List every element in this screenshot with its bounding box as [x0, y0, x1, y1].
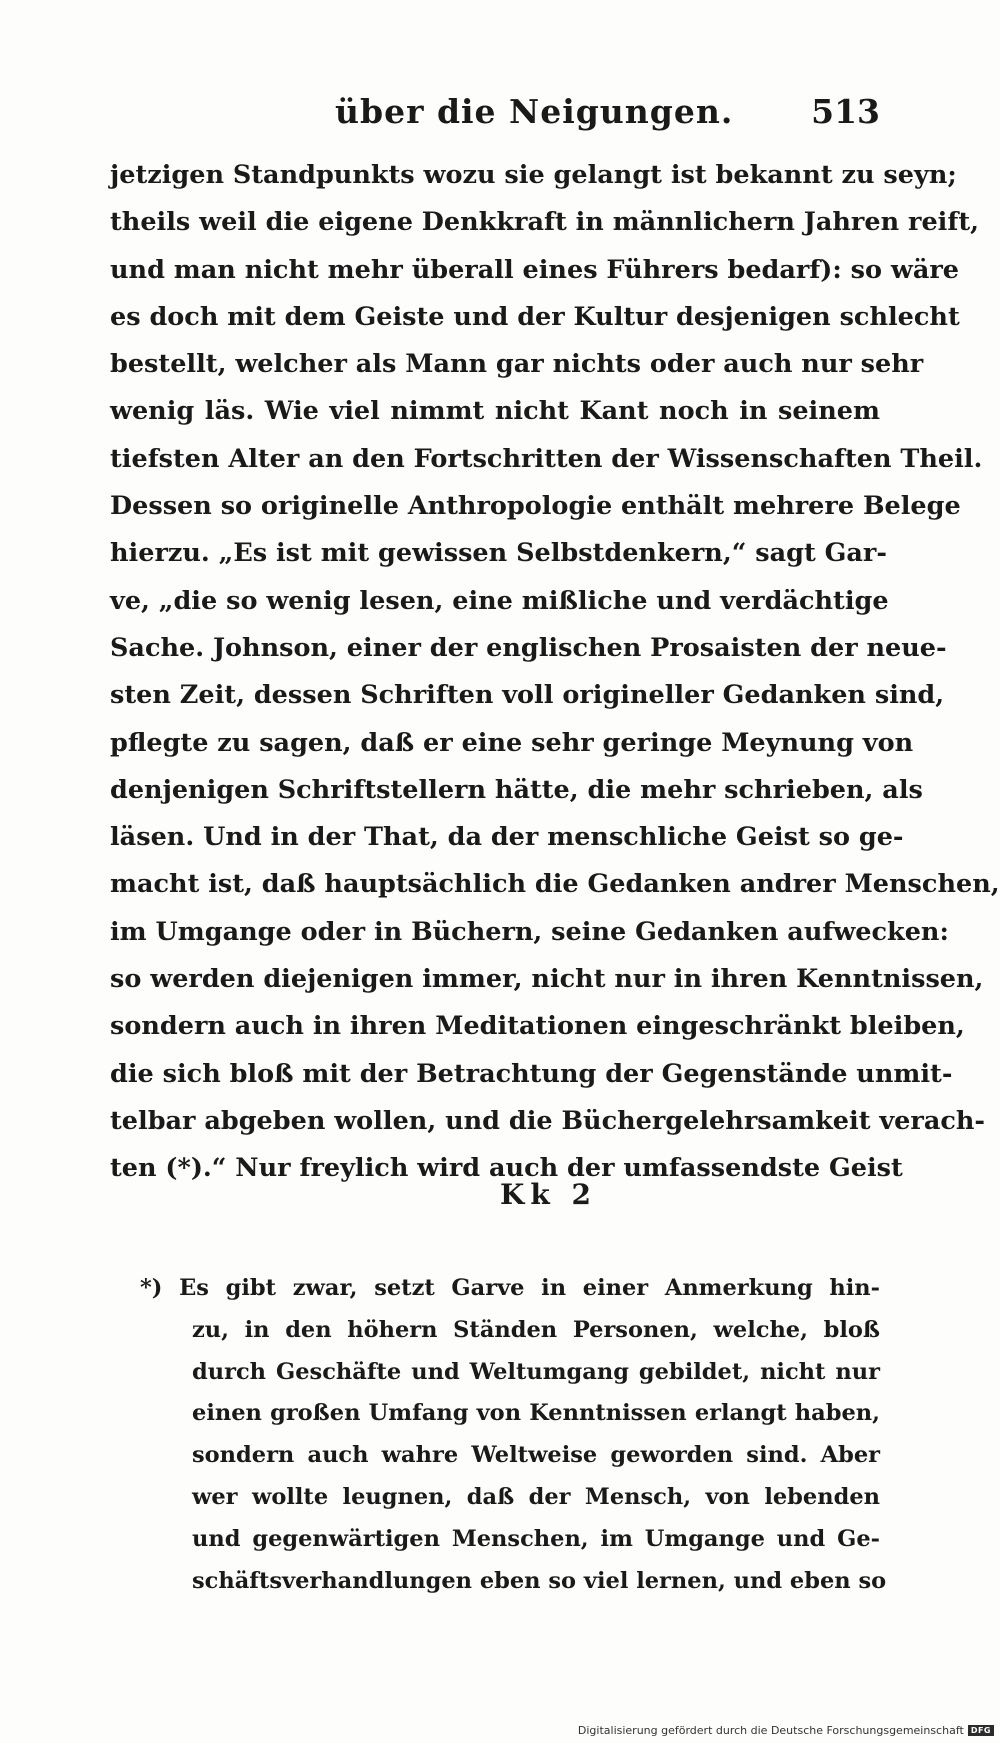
footnote [140, 1268, 887, 1602]
page-number: 513 [811, 92, 880, 131]
body-line: sondern auch in ihren Meditationen eingeschränkt bleiben, [110, 1011, 965, 1042]
body-line: es doch mit dem Geiste und der Kultur desjenigen schlecht [110, 301, 960, 332]
footnote-line: durch Geschäfte und Weltumgang gebildet, nicht nur [192, 1358, 880, 1385]
body-line: tiefsten Alter an den Fortschritten der Wissenschaften Theil. [110, 443, 983, 474]
footnote-line: zu, in den höhern Ständen Personen, welche, bloß [192, 1316, 880, 1343]
footnote-line: einen großen Umfang von Kenntnissen erlangt haben, [192, 1400, 880, 1427]
body-line: ve, „die so wenig lesen, eine mißliche und verdächtige [110, 585, 889, 616]
signature-mark: Kk 2 [500, 1178, 597, 1211]
body-line: hierzu. „Es ist mit gewissen Selbstdenkern,“ sagt Gar- [110, 538, 887, 569]
footnote-line: wer wollte leugnen, daß der Mensch, von lebenden [192, 1483, 880, 1510]
footnote-line: und gegenwärtigen Menschen, im Umgange und Ge- [192, 1525, 880, 1552]
body-line: ten (*).“ Nur freylich wird auch der umfassendste Geist [110, 1153, 903, 1184]
running-head [110, 92, 880, 142]
footnote-line: sondern auch wahre Weltweise geworden sind. Aber [192, 1442, 880, 1469]
footnote-line: schäftsverhandlungen eben so viel lernen, und eben so [192, 1567, 887, 1594]
body-line: im Umgange oder in Büchern, seine Gedanken aufwecken: [110, 916, 949, 947]
body-line: läsen. Und in der That, da der menschliche Geist so ge- [110, 822, 904, 853]
footnote-line: *) Es gibt zwar, setzt Garve in einer Anmerkung hin- [140, 1275, 880, 1301]
body-text [110, 152, 1000, 1193]
body-line: denjenigen Schriftstellern hätte, die mehr schrieben, als [110, 774, 923, 805]
body-line: jetzigen Standpunkts wozu sie gelangt ist bekannt zu seyn; [110, 160, 957, 190]
credit-text: Digitalisierung gefördert durch die Deutsche Forschungsgemeinschaft [577, 1724, 964, 1737]
running-head-title: über die Neigungen. [335, 92, 734, 131]
digitization-credit [578, 1724, 994, 1737]
body-line: theils weil die eigene Denkkraft in männlichern Jahren reift, [110, 207, 979, 238]
body-line: Dessen so originelle Anthropologie enthält mehrere Belege [110, 491, 961, 522]
dfg-logo-icon: DFG [968, 1725, 994, 1736]
body-line: und man nicht mehr überall eines Führers bedarf): so wäre [110, 254, 960, 285]
body-line: bestellt, welcher als Mann gar nichts oder auch nur sehr [110, 349, 924, 380]
body-line: so werden diejenigen immer, nicht nur in ihren Kenntnissen, [110, 964, 984, 995]
body-line: telbar abgeben wollen, und die Büchergelehrsamkeit verach- [110, 1105, 985, 1136]
body-line: wenig läs. Wie viel nimmt nicht Kant noch in seinem [110, 396, 880, 427]
body-line: Sache. Johnson, einer der englischen Prosaisten der neue- [110, 632, 947, 663]
body-line: macht ist, daß hauptsächlich die Gedanken andrer Menschen, [110, 869, 1000, 900]
body-line: die sich bloß mit der Betrachtung der Gegenstände unmit- [110, 1058, 953, 1089]
body-line: sten Zeit, dessen Schriften voll origineller Gedanken sind, [110, 680, 945, 711]
body-line: pflegte zu sagen, daß er eine sehr geringe Meynung von [110, 727, 914, 758]
